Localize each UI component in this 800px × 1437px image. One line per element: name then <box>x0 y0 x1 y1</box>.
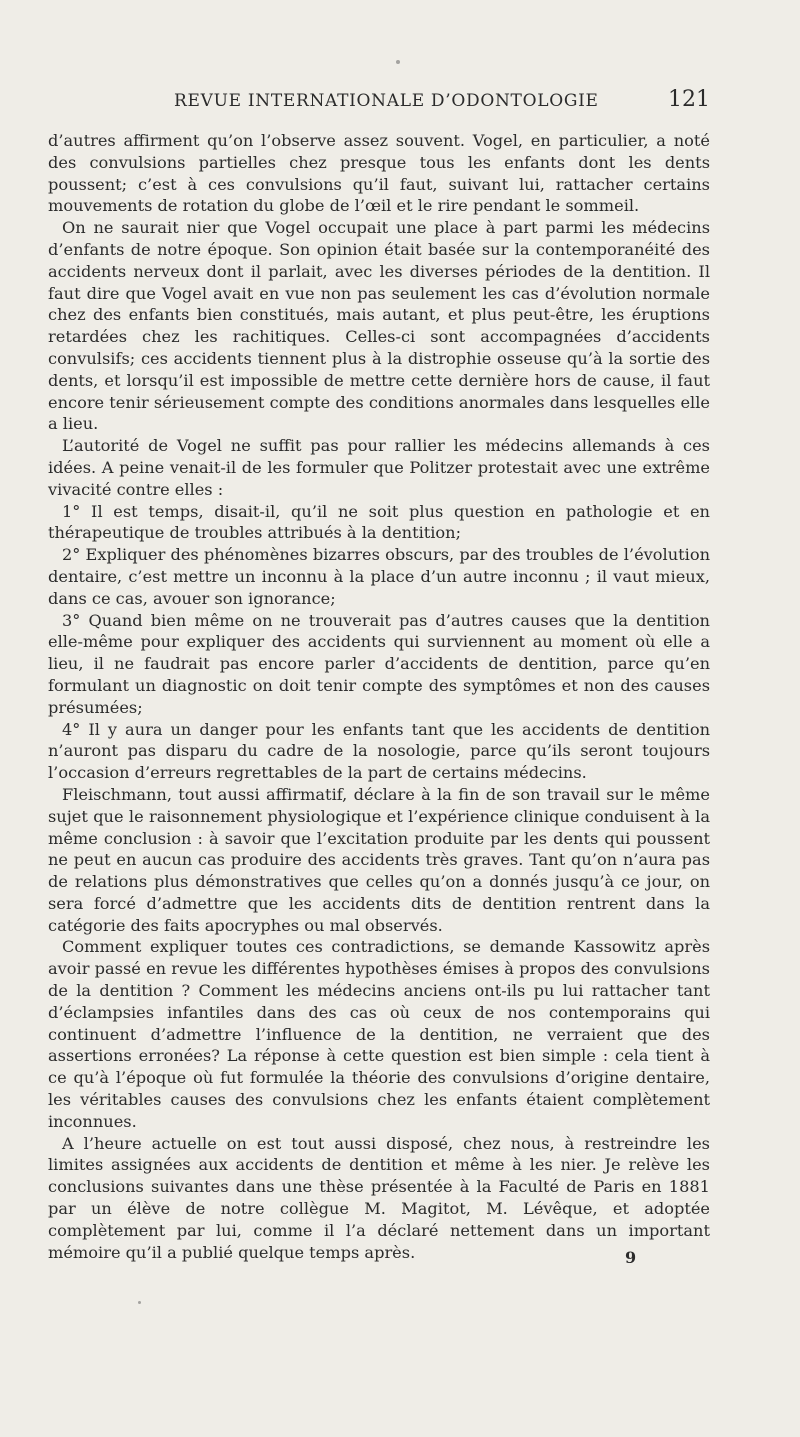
paragraph: Fleischmann, tout aussi affirmatif, déclare à la fin de son travail sur le même sujet que le raisonnement physiologique et l’expérience clinique conduisent à la même conclusion : à savoir que l’excitation produite par les dents qui poussent ne peut en aucun cas produire des accidents très graves. Tant qu’on n’aura pas de relations plus démonstratives que celles qu’on a donnés jusqu’à ce jour, on sera forcé d’admettre que les accidents dits de dentition rentrent dans la catégorie des faits apocryphes ou mal observés. <box>48 784 710 935</box>
page-header <box>174 87 710 121</box>
paragraph: d’autres affirment qu’on l’observe assez souvent. Vogel, en particulier, a noté des convulsions partielles chez presque tous les enfants dont les dents poussent; c’est à ces convulsions qu’il faut, suivant lui, rattacher certains mouvements de rotation du globe de l’œil et le rire pendant le sommeil. <box>48 131 710 216</box>
paragraph: L’autorité de Vogel ne suffit pas pour rallier les médecins allemands à ces idées. A peine venait-il de les formuler que Politzer protestait avec une extrême vivacité contre elles : <box>48 436 710 499</box>
paragraph: 4° Il y aura un danger pour les enfants tant que les accidents de dentition n’auront pas disparu du cadre de la nosologie, parce qu’ils seront toujours l’occasion d’erreurs regrettables de la part de certains médecins. <box>48 719 710 783</box>
paragraph: 3° Quand bien même on ne trouverait pas d’autres causes que la dentition elle-même pour expliquer des accidents qui surviennent au moment où elle a lieu, il ne faudrait pas encore parler d’accidents de dentition, parce qu’en formulant un diagnostic on doit tenir compte des symptômes et non des causes présumées; <box>48 610 710 717</box>
article-body <box>48 130 710 1263</box>
page-number: 121 <box>668 87 710 112</box>
paper-speck <box>396 60 400 64</box>
paper-speck <box>138 1301 141 1304</box>
paragraph: 1° Il est temps, disait-il, qu’il ne soit plus question en pathologie et en thérapeutique de troubles attribués à la dentition; <box>48 501 710 543</box>
paragraph: Comment expliquer toutes ces contradictions, se demande Kassowitz après avoir passé en revue les différentes hypothèses émises à propos des convulsions de la dentition ? Comment les médecins anciens ont-ils pu lui rattacher tant d’éclampsies infantiles dans des cas où ceux de nos contemporains qui continuent d’admettre l’influence de la dentition, ne verraient que des assertions erronées? La réponse à cette question est bien simple : cela tient à ce qu’à l’époque où fut formulée la théorie des convulsions d’origine dentaire, les véritables causes des convulsions chez les enfants étaient complètement inconnues. <box>48 937 710 1131</box>
paragraph: 2° Expliquer des phénomènes bizarres obscurs, par des troubles de l’évolution dentaire, c’est mettre un inconnu à la place d’un autre inconnu ; il vaut mieux, dans ce cas, avouer son ignorance; <box>48 545 710 608</box>
paragraph: A l’heure actuelle on est tout aussi disposé, chez nous, à restreindre les limites assignées aux accidents de dentition et même à les nier. Je relève les conclusions suivantes dans une thèse présentée à la Faculté de Paris en 1881 par un élève de notre collègue M. Magitot, M. Lévêque, et adoptée complètement par lui, comme il l’a déclaré nettement dans un important mémoire qu’il a publié quelque temps après. <box>48 1133 710 1262</box>
running-head: REVUE INTERNATIONALE D’ODONTOLOGIE <box>174 91 599 111</box>
signature-mark: 9 <box>625 1248 637 1267</box>
paragraph: On ne saurait nier que Vogel occupait une place à part parmi les médecins d’enfants de notre époque. Son opinion était basée sur la contemporanéité des accidents nerveux dont il parlait, avec les diverses périodes de la dentition. Il faut dire que Vogel avait en vue non pas seulement les cas d’évolution normale chez des enfants bien constitués, mais autant, et plus peut-être, les éruptions retardées chez les rachitiques. Celles-ci sont accompagnées d’accidents convulsifs; ces accidents tiennent plus à la distrophie osseuse qu’à la sortie des dents, et lorsqu’il est impossible de mettre cette dernière hors de cause, il faut encore tenir sérieusement compte des conditions anormales dans lesquelles elle a lieu. <box>48 218 710 434</box>
